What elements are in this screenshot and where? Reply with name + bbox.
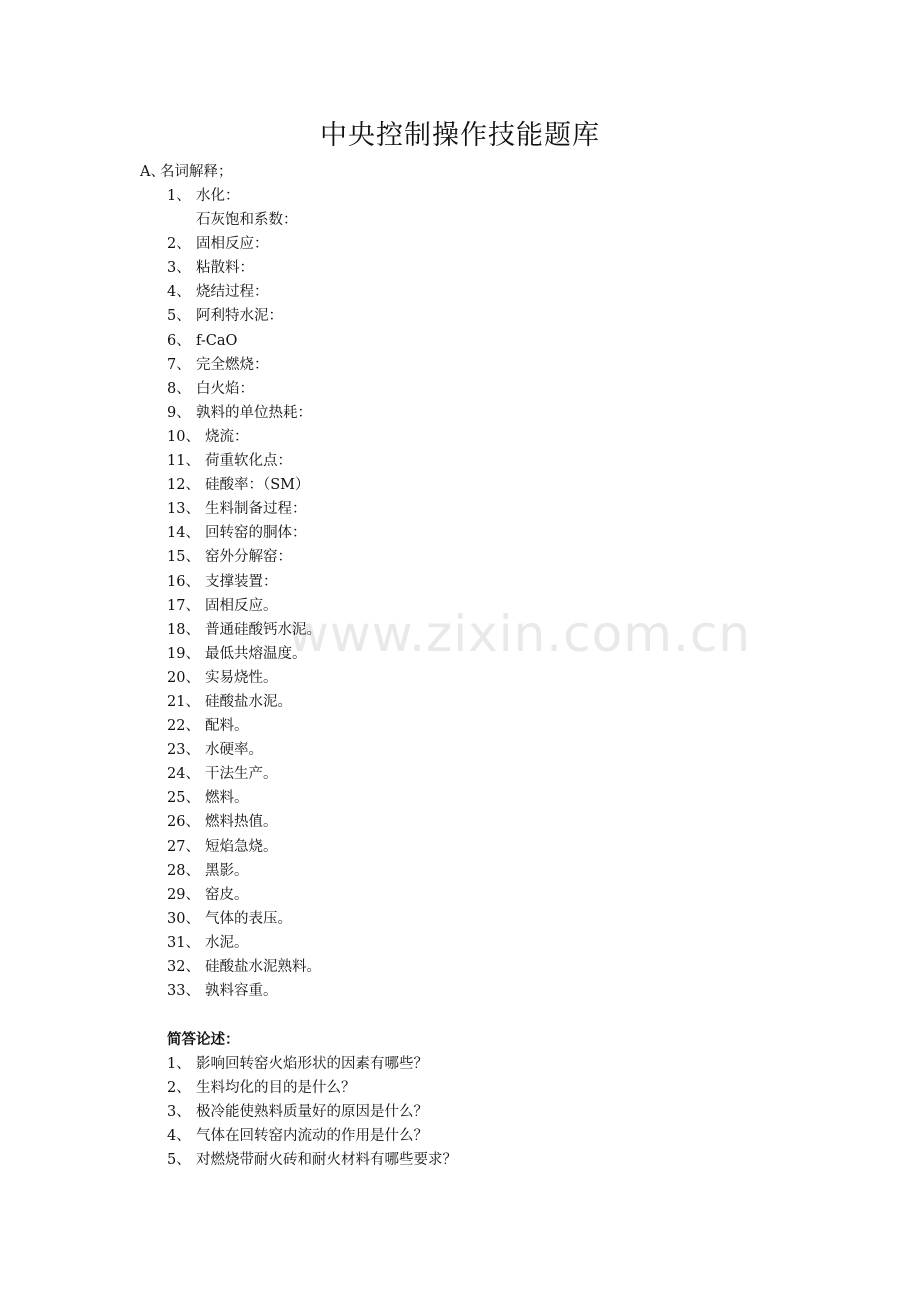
term-text: 烧结过程：	[196, 284, 269, 301]
section-a-label: 名词解释；	[160, 164, 233, 180]
question-item	[167, 1124, 457, 1148]
term-text: 短焰急烧。	[205, 838, 278, 855]
term-number: 29、	[167, 886, 200, 903]
term-item	[167, 353, 321, 377]
term-number: 4、	[167, 284, 191, 301]
term-number: 7、	[167, 356, 191, 373]
term-number: 32、	[167, 959, 200, 975]
term-number: 30、	[167, 910, 200, 927]
term-text: 水泥。	[205, 934, 249, 951]
term-number: 16、	[167, 573, 200, 590]
term-item	[167, 594, 321, 618]
term-text: 支撑装置：	[205, 573, 278, 590]
question-number: 2、	[167, 1080, 191, 1097]
term-text: 石灰饱和系数：	[196, 212, 298, 229]
section-a-heading	[140, 160, 233, 184]
term-item	[167, 786, 321, 810]
term-item	[167, 907, 321, 931]
term-item	[167, 256, 321, 280]
term-number: 24、	[167, 766, 200, 783]
term-text: 完全燃烧：	[196, 356, 269, 373]
term-number: 2、	[167, 236, 191, 253]
term-text: 窑外分解窑：	[205, 549, 292, 566]
term-item	[167, 762, 321, 786]
term-number: 33、	[167, 983, 200, 1000]
term-text: 气体的表压。	[205, 910, 292, 927]
question-text: 生料均化的目的是什么？	[196, 1080, 356, 1097]
question-number: 1、	[167, 1056, 191, 1072]
question-text: 影响回转窑火焰形状的因素有哪些？	[196, 1056, 428, 1072]
term-text: 回转窑的胴体：	[205, 525, 307, 542]
term-number: 31、	[167, 934, 200, 951]
term-text: 生料制备过程：	[205, 501, 307, 518]
term-item	[167, 618, 321, 642]
term-number: 20、	[167, 669, 200, 686]
term-number: 8、	[167, 380, 191, 397]
term-text: 燃料。	[205, 790, 249, 807]
term-number: 13、	[167, 501, 200, 518]
question-text: 气体在回转窑内流动的作用是什么？	[196, 1128, 428, 1145]
term-text: 实易烧性。	[205, 669, 278, 686]
term-item	[167, 955, 321, 979]
term-number: 11、	[167, 453, 200, 470]
term-number: 12、	[167, 477, 200, 494]
term-item	[167, 714, 321, 738]
term-text: 干法生产。	[205, 766, 278, 783]
term-text: 荷重软化点：	[205, 453, 292, 470]
term-text: 固相反应：	[196, 236, 269, 253]
term-item	[167, 401, 321, 425]
term-item	[167, 738, 321, 762]
term-text: 窑皮。	[205, 886, 249, 903]
term-number: 14、	[167, 525, 200, 542]
term-item	[167, 883, 321, 907]
question-text: 对燃烧带耐火砖和耐火材料有哪些要求？	[196, 1152, 457, 1169]
term-text: 水化：	[196, 188, 240, 204]
term-item	[167, 497, 321, 521]
question-item	[167, 1100, 457, 1124]
term-number: 26、	[167, 814, 200, 831]
term-number: 23、	[167, 742, 200, 759]
term-text: 水硬率。	[205, 742, 263, 759]
term-item	[167, 449, 321, 473]
term-text: 硅酸率：（SM）	[205, 477, 310, 494]
term-item	[167, 329, 321, 353]
term-number: 19、	[167, 645, 200, 662]
question-number: 4、	[167, 1128, 191, 1145]
term-item	[167, 859, 321, 883]
term-number: 25、	[167, 790, 200, 807]
term-item	[167, 232, 321, 256]
term-item	[167, 810, 321, 834]
term-text: 粘散料：	[196, 260, 254, 277]
term-text: 固相反应。	[205, 597, 278, 614]
term-text: f-CaO	[196, 332, 238, 349]
term-item	[167, 570, 321, 594]
term-text: 硅酸盐水泥。	[205, 693, 292, 710]
term-text: 白火焰：	[196, 380, 254, 397]
term-item	[167, 304, 321, 328]
term-text: 孰料的单位热耗：	[196, 404, 312, 421]
term-item	[167, 931, 321, 955]
term-number: 22、	[167, 718, 200, 735]
section-a-letter: A、	[140, 164, 165, 180]
term-number: 27、	[167, 838, 200, 855]
term-item	[167, 835, 321, 859]
term-text: 普通硅酸钙水泥。	[205, 621, 321, 638]
question-item	[167, 1148, 457, 1172]
questions-list	[167, 1052, 457, 1172]
term-number: 10、	[167, 428, 200, 445]
term-number: 21、	[167, 693, 200, 710]
term-number: 28、	[167, 862, 200, 879]
question-text: 极冷能使熟料质量好的原因是什么？	[196, 1104, 428, 1121]
term-item	[167, 377, 321, 401]
term-text: 孰料容重。	[205, 983, 278, 1000]
question-number: 3、	[167, 1104, 191, 1121]
question-item	[167, 1076, 457, 1100]
term-number: 5、	[167, 308, 191, 325]
term-item	[167, 545, 321, 569]
term-text: 阿利特水泥：	[196, 308, 283, 325]
term-text: 配料。	[205, 718, 249, 735]
question-number: 5、	[167, 1152, 191, 1169]
page-title: 中央控制操作技能题库	[320, 120, 600, 151]
term-number: 18、	[167, 621, 200, 638]
term-item	[167, 521, 321, 545]
term-number: 6、	[167, 332, 191, 349]
term-item	[167, 473, 321, 497]
term-item	[167, 425, 321, 449]
term-number: 9、	[167, 404, 191, 421]
short-answer-heading: 简答论述：	[167, 1032, 240, 1048]
term-item	[167, 979, 321, 1003]
term-text: 烧流：	[205, 428, 249, 445]
term-item	[167, 690, 321, 714]
term-item	[167, 280, 321, 304]
term-text: 最低共熔温度。	[205, 645, 307, 662]
term-item	[167, 208, 321, 232]
term-number: 17、	[167, 597, 200, 614]
term-item	[167, 642, 321, 666]
question-item	[167, 1052, 457, 1076]
term-text: 黑影。	[205, 862, 249, 879]
term-item	[167, 184, 321, 208]
term-number: 3、	[167, 260, 191, 277]
term-text: 燃料热值。	[205, 814, 278, 831]
term-number: 15、	[167, 549, 200, 566]
term-number: 1、	[167, 188, 191, 204]
watermark-text: www.zixin.com.cn	[288, 605, 752, 663]
terms-list	[167, 184, 321, 1003]
term-text: 硅酸盐水泥熟料。	[205, 959, 321, 975]
term-item	[167, 666, 321, 690]
